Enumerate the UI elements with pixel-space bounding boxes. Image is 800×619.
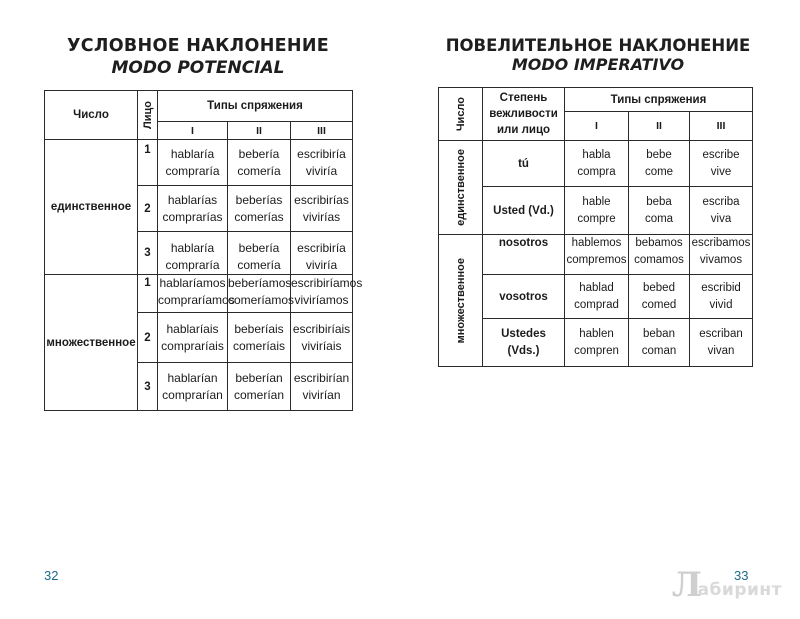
conj-cell: hablarían comprarían xyxy=(158,363,228,411)
col-header-ii: II xyxy=(228,122,291,140)
header-number-cell xyxy=(439,88,483,141)
conj-cell: beberías comerías xyxy=(228,186,291,232)
conj-cell: beberíamos comeríamos xyxy=(228,275,291,313)
conj-cell: bebe come xyxy=(629,141,690,187)
person-number: 2 xyxy=(138,186,158,232)
pronoun: tú xyxy=(483,141,565,187)
header-types: Типы спряжения xyxy=(158,91,353,122)
header-degree: Степень вежливости или лицо xyxy=(483,88,565,141)
table-row xyxy=(439,141,753,187)
conj-cell: beberíais comeríais xyxy=(228,313,291,363)
table-row xyxy=(439,275,753,319)
conj-cell: hablen compren xyxy=(565,319,629,367)
conj-cell: hablemos compremos xyxy=(565,235,629,275)
conj-cell: bebamos comamos xyxy=(629,235,690,275)
conj-cell: escribiríamos viviríamos xyxy=(291,275,353,313)
header-person: Лицо xyxy=(141,101,154,129)
conj-cell: beban coman xyxy=(629,319,690,367)
conj-cell: escribirían vivirían xyxy=(291,363,353,411)
col-header-ii: II xyxy=(629,112,690,141)
conj-cell: escribiríais viviríais xyxy=(291,313,353,363)
group-label-plural-cell xyxy=(439,235,483,367)
person-number: 2 xyxy=(138,313,158,363)
conj-cell: bebed comed xyxy=(629,275,690,319)
header-number: Число xyxy=(454,96,467,132)
conj-cell: hablaría compraría xyxy=(158,140,228,186)
pronoun: Ustedes (Vds.) xyxy=(483,319,565,367)
header-person-cell xyxy=(138,91,158,140)
pronoun: vosotros xyxy=(483,275,565,319)
group-label-plural: множественное xyxy=(454,257,467,344)
header-types: Типы спряжения xyxy=(565,88,753,112)
conj-cell: bebería comería xyxy=(228,232,291,275)
group-label-singular: единственное xyxy=(454,149,467,226)
col-header-i: I xyxy=(565,112,629,141)
imperative-mood-table xyxy=(438,87,753,367)
conj-cell: hablaría compraría xyxy=(158,232,228,275)
person-number: 1 xyxy=(138,275,158,313)
conj-cell: hable compre xyxy=(565,187,629,235)
right-title-es: MODO IMPERATIVO xyxy=(511,55,685,74)
table-row xyxy=(439,187,753,235)
conj-cell: beberían comerían xyxy=(228,363,291,411)
col-header-iii: III xyxy=(690,112,753,141)
pronoun: Usted (Vd.) xyxy=(483,187,565,235)
conj-cell: escriba viva xyxy=(690,187,753,235)
conditional-mood-table xyxy=(44,90,363,411)
table-row xyxy=(439,319,753,367)
conj-cell: escriban vivan xyxy=(690,319,753,367)
page-number-left: 32 xyxy=(44,568,59,583)
conj-cell: hablarías comprarías xyxy=(158,186,228,232)
left-title-es: MODO POTENCIAL xyxy=(111,58,285,78)
conj-cell: escribamos vivamos xyxy=(690,235,753,275)
table-row xyxy=(45,275,353,313)
conj-cell: hablad comprad xyxy=(565,275,629,319)
header-number: Число xyxy=(45,91,138,140)
right-title-ru: ПОВЕЛИТЕЛЬНОЕ НАКЛОНЕНИЕ xyxy=(445,36,751,55)
conj-cell: escribid vivid xyxy=(690,275,753,319)
group-label-singular: единственное xyxy=(45,140,138,275)
conj-cell: escribiría viviría xyxy=(291,140,353,186)
conj-cell: hablaríais compraríais xyxy=(158,313,228,363)
right-page xyxy=(400,0,800,619)
conj-cell: escribe vive xyxy=(690,141,753,187)
labirint-watermark: абиринт xyxy=(697,580,782,600)
conj-cell: beba coma xyxy=(629,187,690,235)
group-label-singular-cell xyxy=(439,141,483,235)
group-label-plural: множественное xyxy=(45,275,138,411)
conj-cell: escribirías vivirías xyxy=(291,186,353,232)
left-title-ru: УСЛОВНОЕ НАКЛОНЕНИЕ xyxy=(66,36,330,56)
labirint-logo-icon: Л xyxy=(671,565,702,605)
conj-cell: bebería comería xyxy=(228,140,291,186)
col-header-i: I xyxy=(158,122,228,140)
conj-cell: escribiría viviría xyxy=(291,232,353,275)
conj-cell: habla compra xyxy=(565,141,629,187)
table-row xyxy=(439,235,753,275)
person-number: 3 xyxy=(138,363,158,411)
page-number-right: 33 xyxy=(734,568,749,583)
person-number: 1 xyxy=(138,140,158,186)
col-header-iii: III xyxy=(291,122,353,140)
table-row xyxy=(45,140,353,186)
person-number: 3 xyxy=(138,232,158,275)
conj-cell: hablaríamos compraríamos xyxy=(158,275,228,313)
pronoun: nosotros xyxy=(483,235,565,275)
